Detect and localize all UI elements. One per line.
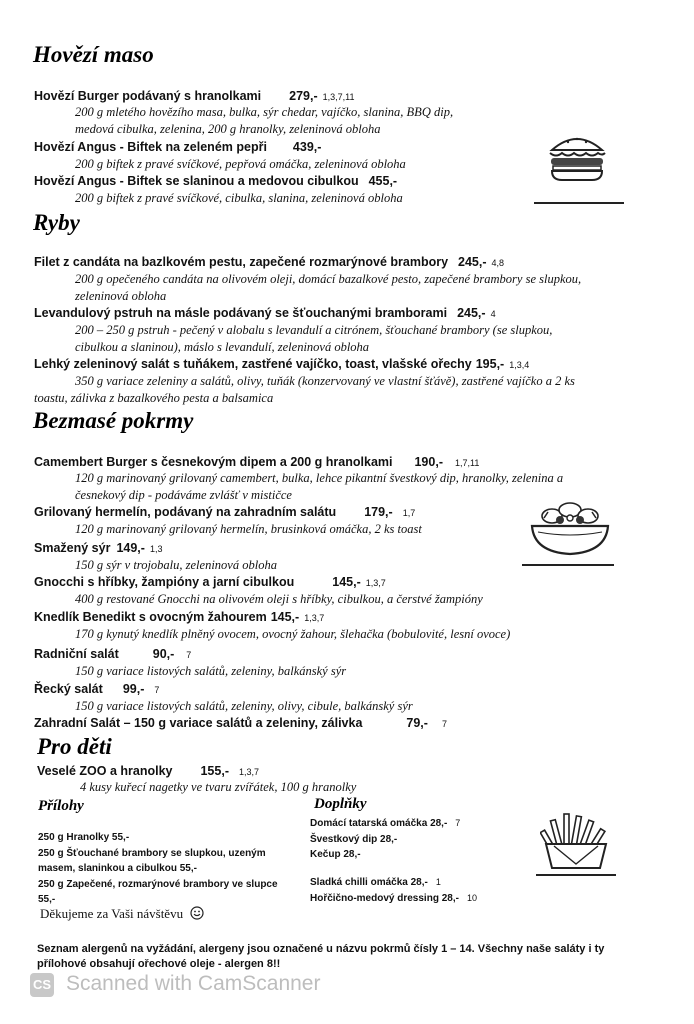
smiley-icon	[190, 906, 204, 920]
extra-item	[310, 818, 460, 829]
item-description: 120 g marinovaný grilovaný hermelín, brusinková omáčka, 2 ks toast	[75, 522, 422, 536]
item-description: 120 g marinovaný grilovaný camembert, bulka, lehce pikantní švestkový dip, hranolky, zelenina a	[75, 471, 564, 485]
item-allergens: 4,8	[491, 258, 505, 268]
menu-item	[34, 647, 191, 661]
item-name: Hovězí Burger podávaný s hranolkami	[34, 89, 262, 103]
menu-item	[34, 505, 415, 519]
burger-icon	[544, 128, 610, 186]
section-title-kids: Pro děti	[37, 734, 112, 759]
item-allergens: 1,3,4	[509, 360, 530, 370]
item-name: Lehký zeleninový salát s tuňákem, zastřené vajíčko, toast, vlašské ořechy	[34, 357, 472, 371]
item-allergens: 1,3	[149, 544, 163, 554]
menu-item	[34, 306, 496, 320]
item-description: 200 g biftek z pravé svíčkové, pepřová omáčka, zeleninová obloha	[75, 157, 406, 171]
menu-item	[34, 455, 479, 469]
item-name: Hovězí Angus - Biftek na zeleném pepři	[34, 140, 267, 154]
extra-item	[310, 893, 477, 904]
menu-item	[34, 174, 397, 188]
item-price: 190,-	[414, 455, 443, 469]
item-description: 200 g mletého hovězího masa, bulka, sýr chedar, vajíčko, slanina, BBQ dip,	[75, 105, 454, 119]
extra-allergens: 1	[435, 877, 441, 887]
item-description: 150 g variace listových salátů, zeleniny, olivy, cibule, balkánský sýr	[75, 699, 413, 713]
decorative-underline	[522, 564, 614, 566]
item-price: 99,-	[122, 682, 145, 696]
side-item: 250 g Zapečené, rozmarýnové brambory ve slupce	[38, 879, 278, 890]
item-price: 79,-	[406, 716, 428, 730]
menu-item	[34, 140, 321, 154]
extra-item	[310, 877, 441, 888]
decorative-underline	[536, 874, 616, 876]
item-allergens: 1,3,7,11	[322, 92, 355, 102]
extra-allergens: 7	[455, 818, 461, 828]
item-description: 200 – 250 g pstruh - pečený v alobalu s levandulí a citrónem, šťouchané brambory (se slupkou,	[75, 323, 553, 337]
item-description: cibulkou a slaninou), máslo s levandulí, zeleninová obloha	[75, 340, 370, 354]
item-allergens: 7	[154, 685, 160, 695]
item-description: zeleninová obloha	[75, 289, 167, 303]
item-name: Veselé ZOO a hranolky	[37, 764, 173, 778]
item-description: 150 g variace listových salátů, zeleniny, balkánský sýr	[75, 664, 347, 678]
extra-name: Kečup 28,-	[310, 849, 361, 860]
side-item: masem, slaninkou a cibulkou 55,-	[38, 863, 197, 874]
item-allergens: 1,3,7	[304, 613, 325, 623]
item-price: 439,-	[292, 140, 322, 154]
side-item: 250 g Šťouchané brambory se slupkou, uzeným	[38, 848, 266, 859]
menu-item	[34, 610, 324, 624]
item-price: 179,-	[364, 505, 393, 519]
item-name: Filet z candáta na bazlkovém pestu, zapečené rozmarýnové brambory	[34, 255, 449, 269]
item-price: 455,-	[368, 174, 398, 188]
item-price: 279,-	[289, 89, 318, 103]
item-name: Gnocchi s hříbky, žampióny a jarní cibulkou	[34, 575, 295, 589]
camscanner-logo-icon: CS	[30, 973, 54, 997]
menu-item	[34, 255, 504, 269]
item-name: Knedlík Benedikt s ovocným žahourem	[34, 610, 267, 624]
item-name: Grilovaný hermelín, podávaný na zahradním salátu	[34, 505, 337, 519]
item-description: 170 g kynutý knedlík plněný ovocem, ovocný žahour, šlehačka (bobulovité, lesní ovoce)	[75, 627, 511, 641]
item-allergens: 1,7,11	[454, 458, 480, 468]
scanner-watermark: Scanned with CamScanner	[66, 972, 321, 995]
menu-item	[34, 575, 386, 589]
extra-name: Sladká chilli omáčka 28,-	[310, 877, 428, 888]
item-price: 149,-	[116, 541, 145, 555]
item-price: 145,-	[270, 610, 300, 624]
menu-item	[34, 716, 447, 730]
extra-name: Hořčično-medový dressing 28,-	[310, 893, 459, 904]
extra-name: Švestkový dip 28,-	[310, 834, 398, 845]
item-price: 145,-	[332, 575, 361, 589]
extra-name: Domácí tatarská omáčka 28,-	[310, 818, 448, 829]
decorative-underline	[534, 202, 624, 204]
item-name: Smažený sýr	[34, 541, 111, 555]
item-name: Zahradní Salát – 150 g variace salátů a zeleniny, zálivka	[34, 716, 363, 730]
item-allergens: 1,3,7	[238, 767, 260, 777]
menu-item	[34, 541, 162, 555]
thanks-text: Děkujeme za Vaši návštěvu	[40, 906, 184, 921]
fries-icon	[540, 808, 612, 870]
item-description: 200 g opečeného candáta na olivovém oleji, domácí bazalkové pesto, zapečené brambory se slupkou,	[75, 272, 582, 286]
section-title-meatless: Bezmasé pokrmy	[33, 408, 194, 433]
thanks-message	[40, 906, 204, 922]
item-allergens: 1,7	[402, 508, 416, 518]
menu-item	[34, 89, 355, 103]
item-description: 200 g biftek z pravé svíčkové, cibulka, slanina, zeleninová obloha	[75, 191, 403, 205]
item-description: 150 g sýr v trojobalu, zeleninová obloha	[75, 558, 277, 572]
section-title-beef: Hovězí maso	[33, 42, 154, 67]
item-name: Levandulový pstruh na másle podávaný se šťouchanými bramborami	[34, 306, 448, 320]
extra-item	[310, 849, 361, 860]
menu-item	[34, 682, 159, 696]
item-price: 245,-	[458, 255, 487, 269]
section-title-extras: Doplňky	[314, 796, 367, 812]
side-item: 250 g Hranolky 55,-	[38, 832, 130, 843]
menu-item	[34, 357, 529, 371]
item-allergens: 1,3,7	[365, 578, 386, 588]
menu-item	[37, 764, 259, 778]
item-description: 350 g variace zeleniny a salátů, olivy, tuňák (konzervovaný ve vlastní šťávě), zastřené vajíčko a 2 ks	[75, 374, 575, 388]
side-item: 55,-	[38, 894, 56, 905]
item-allergens: 7	[441, 719, 447, 729]
extra-item	[310, 834, 397, 845]
salad-bowl-icon	[526, 498, 614, 560]
section-title-sides: Přílohy	[38, 798, 84, 814]
item-description: medová cibulka, zelenina, 200 g hranolky, zeleninová obloha	[75, 122, 381, 136]
item-allergens: 7	[186, 650, 192, 660]
item-name: Hovězí Angus - Biftek se slaninou a medovou cibulkou	[34, 174, 359, 188]
allergen-note: přílohové obsahují ořechové oleje - alergen 8!!	[37, 958, 281, 970]
section-title-fish: Ryby	[33, 210, 80, 235]
item-name: Řecký salát	[34, 682, 103, 696]
item-name: Camembert Burger s česnekovým dipem a 200 g hranolkami	[34, 455, 393, 469]
item-description: česnekový dip - podáváme zvlášť v mističce	[75, 488, 292, 502]
item-description: 4 kusy kuřecí nagetky ve tvaru zvířátek, 100 g hranolky	[80, 780, 357, 794]
item-price: 155,-	[200, 764, 229, 778]
item-price: 245,-	[457, 306, 486, 320]
allergen-note: Seznam alergenů na vyžádání, alergeny jsou označené u názvu pokrmů čísly 1 – 14. Všechny naše saláty i ty	[37, 943, 605, 955]
item-price: 90,-	[152, 647, 175, 661]
extra-allergens: 10	[466, 893, 477, 903]
item-name: Radniční salát	[34, 647, 119, 661]
item-price: 195,-	[475, 357, 505, 371]
item-description: 400 g restované Gnocchi na olivovém oleji s hříbky, cibulkou, a čerstvé žampióny	[75, 592, 483, 606]
item-allergens: 4	[490, 309, 496, 319]
item-description: toastu, zálivka z bazalkového pesta a balsamica	[34, 391, 274, 405]
